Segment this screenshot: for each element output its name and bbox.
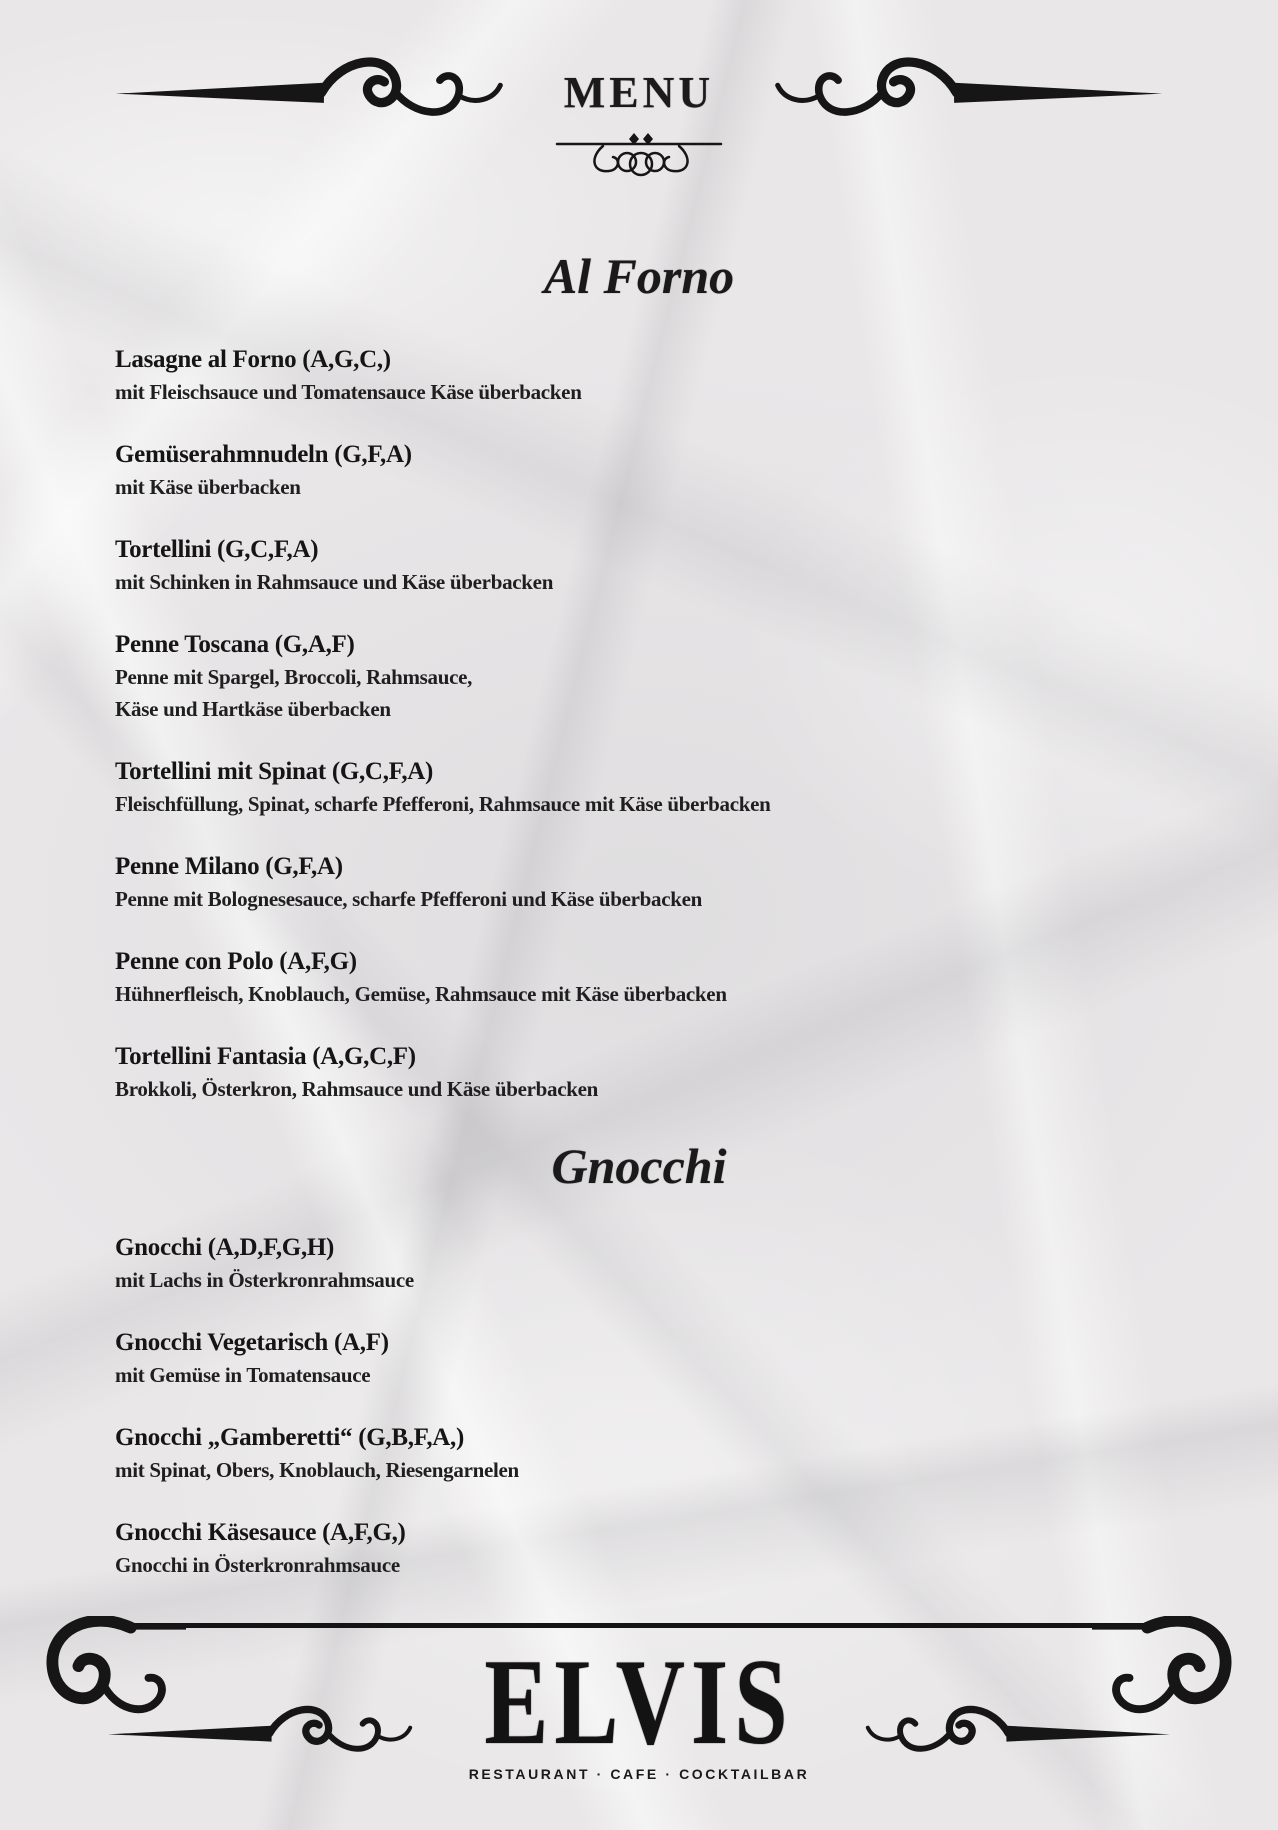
menu-footer [0, 1588, 1278, 1830]
filigree-ornament-icon [549, 132, 729, 182]
menu-item-descriptions [115, 978, 1188, 1010]
menu-item-name: Penne Toscana (G,A,F) [115, 631, 355, 658]
menu-item-descriptions [115, 566, 1188, 598]
menu-item-description-line: Fleischfüllung, Spinat, scharfe Pfefferoni, Rahmsauce mit Käse überbacken [115, 792, 771, 816]
menu-item [115, 533, 1188, 598]
brand-block [468, 1632, 810, 1782]
section-title: Al Forno [543, 248, 735, 304]
menu-item-descriptions [115, 661, 1188, 725]
menu-item-name: Gnocchi Käsesauce (A,F,G,) [115, 1519, 406, 1546]
menu-item-name: Tortellini (G,C,F,A) [115, 536, 319, 563]
menu-item-name: Tortellini Fantasia (A,G,C,F) [115, 1043, 416, 1070]
menu-item-descriptions [115, 376, 1188, 408]
menu-item-description-line: mit Fleischsauce und Tomatensauce Käse überbacken [115, 380, 582, 404]
menu-item-description-line: Penne mit Spargel, Broccoli, Rahmsauce, [115, 665, 473, 689]
spear-scroll-flourish-right-icon [730, 50, 1200, 134]
menu-item-name: Gnocchi (A,D,F,G,H) [115, 1234, 335, 1261]
menu-item-descriptions [115, 1549, 1188, 1581]
menu-item [115, 1516, 1188, 1581]
menu-section [0, 245, 1278, 1105]
menu-header [0, 0, 1278, 187]
menu-item-name: Gemüserahmnudeln (G,F,A) [115, 441, 412, 468]
footer-brand-row [0, 1632, 1278, 1782]
menu-item-description-line: Hühnerfleisch, Knoblauch, Gemüse, Rahmsauce mit Käse überbacken [115, 982, 727, 1006]
menu-item-name: Gnocchi Vegetarisch (A,F) [115, 1329, 389, 1356]
menu-title: MENU [563, 67, 715, 117]
menu-item-description-line: Gnocchi in Österkronrahmsauce [115, 1553, 400, 1577]
section-title: Gnocchi [551, 1138, 727, 1194]
spear-scroll-flourish-footer-left-icon [83, 1700, 443, 1766]
section-items [0, 1231, 1278, 1581]
brand-logo: ELVIS [484, 1632, 794, 1770]
brand-tagline: RESTAURANT · CAFE · COCKTAILBAR [468, 1766, 810, 1782]
menu-item-description-line: Brokkoli, Österkron, Rahmsauce und Käse überbacken [115, 1077, 599, 1101]
menu-item [115, 628, 1188, 725]
menu-item-description-line: mit Lachs in Österkronrahmsauce [115, 1268, 414, 1292]
menu-item-descriptions [115, 788, 1188, 820]
menu-item-name: Lasagne al Forno (A,G,C,) [115, 346, 391, 373]
menu-item-description-line: mit Spinat, Obers, Knoblauch, Riesengarnelen [115, 1458, 519, 1482]
menu-item [115, 1326, 1188, 1391]
menu-item [115, 1421, 1188, 1486]
menu-item [115, 755, 1188, 820]
menu-item-descriptions [115, 471, 1188, 503]
menu-item-descriptions [115, 1454, 1188, 1486]
menu-item-descriptions [115, 1073, 1188, 1105]
menu-item-descriptions [115, 1359, 1188, 1391]
menu-item-description-line: mit Gemüse in Tomatensauce [115, 1363, 371, 1387]
menu-item [115, 945, 1188, 1010]
section-items [0, 343, 1278, 1105]
menu-item-name: Penne Milano (G,F,A) [115, 853, 343, 880]
menu-item-descriptions [115, 883, 1188, 915]
spear-scroll-flourish-left-icon [78, 50, 548, 134]
menu-item-name: Gnocchi „Gamberetti“ (G,B,F,A,) [115, 1424, 465, 1451]
menu-item [115, 438, 1188, 503]
menu-item-name: Tortellini mit Spinat (G,C,F,A) [115, 758, 434, 785]
menu-section [0, 1135, 1278, 1581]
menu-item-description-line: mit Käse überbacken [115, 475, 301, 499]
footer-rule [112, 1623, 1166, 1628]
menu-item [115, 1040, 1188, 1105]
header-divider [0, 54, 1278, 130]
menu-item [115, 1231, 1188, 1296]
menu-item-description-line: Penne mit Bolognesesauce, scharfe Pfefferoni und Käse überbacken [115, 887, 703, 911]
menu-item-description-line: mit Schinken in Rahmsauce und Käse überbacken [115, 570, 554, 594]
menu-sections [0, 245, 1278, 1581]
menu-item [115, 343, 1188, 408]
spear-scroll-flourish-footer-right-icon [835, 1700, 1195, 1766]
menu-item-name: Penne con Polo (A,F,G) [115, 948, 357, 975]
menu-item-descriptions [115, 1264, 1188, 1296]
menu-item [115, 850, 1188, 915]
menu-item-description-line: Käse und Hartkäse überbacken [115, 697, 391, 721]
